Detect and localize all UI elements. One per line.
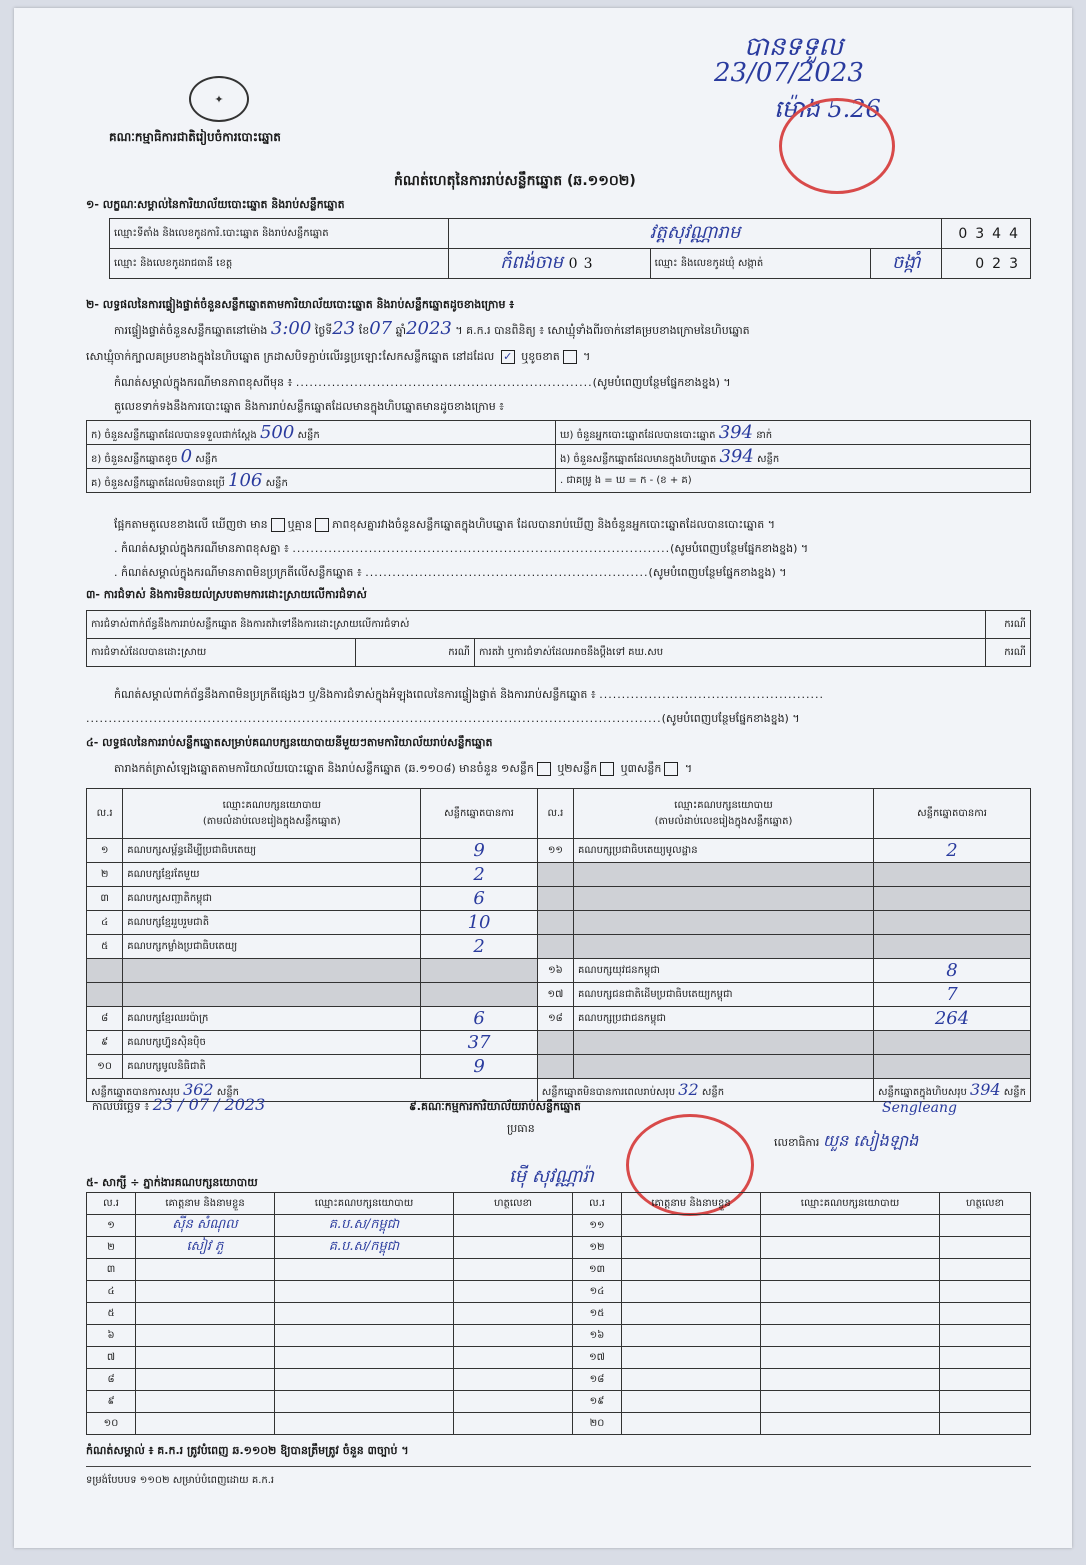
- witness-row: ៣ ១៣: [87, 1259, 1031, 1281]
- org-name: គណៈកម្មាធិការជាតិរៀបចំការបោះឆ្នោត: [109, 130, 281, 144]
- s2-numbers-table: ក) ចំនួនសន្លឹកឆ្នោតដែលបានទទួលជាក់ស្តែង 500 សន្លឹក ឃ) ចំនួនអ្នកបោះឆ្នោតដែលបានបោះឆ្នោត 394 នាក់ ខ) ចំនួនសន្លឹកឆ្នោតខូច 0 សន្លឹក ង) ចំនួនសន្លឹកឆ្នោតដែលមានក្នុងហិបឆ្នោត 394 សន្លឹក គ) ចំនួនសន្លឹកឆ្នោតដែលមិនបានប្រើ 106 សន្លឹក . ជាគម្រូ ង = ឃ = ក - (ខ + គ): [86, 420, 1031, 493]
- secretary-sig: Sengleang: [882, 1100, 957, 1116]
- s2-numbers-intro: តួលេខទាក់ទងនឹងការបោះឆ្នោត និងការរាប់សន្លឹកឆ្នោតដែលមានក្នុងហិបឆ្នោតមានដូចខាងក្រោម ៖: [114, 400, 505, 413]
- footer-divider: [86, 1466, 1031, 1467]
- s3-note: កំណត់សម្គាល់ពាក់ព័ន្ធនឹងភាពមិនប្រក្រតីផ្សេងៗ ឬ/និងការជំទាស់ក្នុងអំឡុងពេលនៃការផ្ទៀងផ្ទាត់ និងការរាប់សន្លឹកឆ្នោត ៖ ..................................................: [114, 688, 825, 701]
- chair-label: ប្រធាន: [507, 1122, 535, 1135]
- received-time: ម៉ោង 5.26: [774, 95, 881, 123]
- result-row: ៩ គណបក្សហ្វ៊ុនស៊ិនប៉ិច 37: [87, 1031, 1031, 1055]
- result-row: ១ គណបក្សសម្ព័ន្ធដើម្បីប្រជាធិបតេយ្យ 9 ១១ គណបក្សប្រជាធិបតេយ្យមូលដ្ឋាន 2: [87, 839, 1031, 863]
- s2-title: ២- លទ្ធផលនៃការផ្ទៀងផ្ទាត់ចំនួនសន្លឹកឆ្នោតតាមការិយាល័យបោះឆ្នោត និងរាប់សន្លឹកឆ្នោតដូចខាងក្រោម ៖: [86, 298, 515, 311]
- s3-title: ៣- ការជំទាស់ និងការមិនយល់ស្របតាមការដោះស្រាយលើការជំទាស់: [86, 588, 367, 601]
- s2-diff-note: . កំណត់សម្គាល់ក្នុងករណីមានភាពខុសគ្នា ៖ ....................................................................................(សូមបំពេញបន្ថែមផ្នែកខាងខ្នង) ។: [114, 542, 809, 555]
- result-row: ២ គណបក្សខ្មែរតែមួយ 2: [87, 863, 1031, 887]
- station-label: ឈ្មោះទីតាំង និងលេខកូដការិ.បោះឆ្នោត និងរាប់សន្លឹកឆ្នោត: [110, 219, 449, 249]
- province-name: កំពង់ចាម 03: [449, 249, 651, 279]
- emblem-logo: ✦: [189, 76, 249, 122]
- s5-witness-table: ល.រ គោត្តនាម និងនាមខ្លួន ឈ្មោះគណបក្សនយោបាយ ហត្ថលេខា ល.រ គោត្តនាម និងនាមខ្លួន ឈ្មោះគណបក្សនយោបាយ ហត្ថលេខា ១ ស៊ីន សំណុល គ.ប.ស/កម្ពុជា ១១ ២ សៀវ ភួ គ.ប.ស/កម្ពុជា ១២ ៣ ១៣ ៤ ១៤ ៥ ១៥ ៦ ១៦ ៧ ១៧ ៨ ១៨ ៩ ១៩ ១០ ២០: [86, 1192, 1031, 1435]
- result-row: ១៦ គណបក្សយុវជនកម្ពុជា 8: [87, 959, 1031, 983]
- commune-name: ចង្កាំ: [871, 249, 942, 279]
- witness-row: ៦ ១៦: [87, 1325, 1031, 1347]
- s3-note-line2: ................................................................................................................................(សូមបំពេញបន្ថែមផ្នែកខាងខ្នង) ។: [86, 712, 800, 725]
- form-title: កំណត់ហេតុនៃការរាប់សន្លឹកឆ្នោត (ឆ.១១០២): [394, 173, 636, 189]
- station-name: វត្តសុវណ្ណារាម: [449, 219, 942, 249]
- s4-date: កាលបរិច្ឆេទ ៖ 23 / 07 / 2023: [92, 1095, 266, 1114]
- result-row: ៤ គណបក្សខ្មែររួបរួមជាតិ 10: [87, 911, 1031, 935]
- s4-title: ៤- លទ្ធផលនៃការរាប់សន្លឹកឆ្នោតសម្រាប់គណបក្សនយោបាយនីមួយៗតាមការិយាល័យរាប់សន្លឹកឆ្នោត: [86, 736, 493, 749]
- s2-mark-note: . កំណត់សម្គាល់ក្នុងករណីមានភាពមិនប្រក្រតីលើសន្លឹកឆ្នោត ៖ ...............................................................(សូមបំពេញបន្ថែមផ្នែកខាងខ្នង) ។: [114, 566, 787, 579]
- s2-verify-line: ការផ្ទៀងផ្ទាត់ចំនួនសន្លឹកឆ្នោតនៅម៉ោង 3:00 ថ្ងៃទី23 ខែ07 ឆ្នាំ2023 ។ គ.ក.រ បានពិនិត្យ ៖ សោឃ្មុំទាំងពីរចាក់នៅគម្របខាងក្រោមនៃហិបឆ្នោត: [114, 318, 750, 339]
- witness-row: ៧ ១៧: [87, 1347, 1031, 1369]
- witness-row: ៥ ១៥: [87, 1303, 1031, 1325]
- s1-table: [109, 218, 1031, 279]
- s4-results-table: ល.រ ឈ្មោះគណបក្សនយោបាយ (តាមលំដាប់លេខរៀងក្នុងសន្លឹកឆ្នោត) សន្លឹកឆ្នោតបានការ ល.រ ឈ្មោះគណបក្សនយោបាយ (តាមលំដាប់លេខរៀងក្នុងសន្លឹកឆ្នោត) សន្លឹកឆ្នោតបានការ ១ គណបក្សសម្ព័ន្ធដើម្បីប្រជាធិបតេយ្យ 9 ១១ គណបក្សប្រជាធិបតេយ្យមូលដ្ឋាន 2 ២ គណបក្សខ្មែរតែមួយ 2 ៣ គណបក្សសញ្ជាតិកម្ពុជា 6 ៤ គណបក្សខ្មែររួបរួមជាតិ 10 ៥ គណបក្សកម្លាំងប្រជាធិបតេយ្យ 2 ១៦ គណបក្សយុវជនកម្ពុជា 8 ១៧ គណបក្សជនជាតិដើមប្រជាធិបតេយ្យកម្ពុជា 7 ៨ គណបក្សខ្មែរឈរប៉ាក្រ 6 ១៨ គណបក្សប្រជាជនកម្ពុជា 264 ៩ គណបក្សហ្វ៊ុនស៊ិនប៉ិច 37 ១០ គណបក្សមូលនិធិជាតិ 9 សន្លឹកឆ្នោតបានការសរុប 362 សន្លឹក សន្លឹកឆ្នោតមិនបានការពេលរាប់សរុប 32 សន្លឹក សន្លឹកឆ្នោតក្នុងហិបសរុប 394 សន្លឹក: [86, 788, 1031, 1102]
- damaged-checkbox: [563, 350, 577, 364]
- s2-diff-line: ផ្អែកតាមតួលេខខាងលើ ឃើញថា មាន ឬគ្មាន ភាពខុសគ្នារវាងចំនួនសន្លឹកឆ្នោតក្នុងហិបឆ្នោត ដែលបានរាប់ឃើញ និងចំនួនអ្នកបោះឆ្នោតដែលបានបោះឆ្នោត ។: [114, 518, 775, 531]
- footer-form-ref: ទម្រង់បែបបទ ១១០២ សម្រាប់បំពេញដោយ គ.ក.រ: [86, 1475, 275, 1486]
- witness-row: ៤ ១៤: [87, 1281, 1031, 1303]
- result-row: ៨ គណបក្សខ្មែរឈរប៉ាក្រ 6 ១៨ គណបក្សប្រជាជនកម្ពុជា 264: [87, 1007, 1031, 1031]
- official-stamp-top: [779, 98, 895, 194]
- secretary-line: លេខាធិការ យួន សៀងឡាង: [774, 1131, 919, 1150]
- chair-signature-name: ម៉ើ សុវណ្ណារ៉ា: [509, 1166, 594, 1187]
- s4-tally-line: តារាងកត់ត្រាសំឡេងឆ្នោតតាមការិយាល័យបោះឆ្នោត និងរាប់សន្លឹកឆ្នោត (ឆ.១១០៨) មានចំនួន ១សន្លឹក ឬ២សន្លឹក ឬ៣សន្លឹក ។: [114, 762, 693, 775]
- s4-committee: ៩.គណៈកម្មការការិយាល័យរាប់សន្លឹកឆ្នោត: [409, 1100, 581, 1113]
- s1-title: ១- លក្ខណៈសម្គាល់នៃការិយាល័យបោះឆ្នោត និងរាប់សន្លឹកឆ្នោត: [86, 198, 345, 211]
- s3-table: ការជំទាស់ពាក់ព័ន្ធនឹងការរាប់សន្លឹកឆ្នោត និងការតវ៉ាទៅនឹងការដោះស្រាយលើការជំទាស់ ករណី ការជំទាស់ដែលបានដោះស្រាយ ករណី ការតវ៉ា ឬការជំទាស់ដែលអាចនឹងប្តឹងទៅ គឃ.សប ករណី: [86, 610, 1031, 667]
- result-row: ៥ គណបក្សកម្លាំងប្រជាធិបតេយ្យ 2: [87, 935, 1031, 959]
- footer-note: កំណត់សម្គាល់ ៖ គ.ក.រ ត្រូវបំពេញ ឆ.១១០២ ឱ្យបានត្រឹមត្រូវ ចំនួន ៣ច្បាប់ ។: [86, 1444, 409, 1457]
- s2-seal-line: សោឃ្មុំចាក់ក្បាលគម្របខាងក្នុងនៃហិបឆ្នោត ក្រដាសបិទភ្ជាប់លើរន្ធប្រឡោះសែកសន្លឹកឆ្នោត នៅដដែល ✓ ឬខូចខាត ។: [86, 350, 591, 363]
- result-row: ១៧ គណបក្សជនជាតិដើមប្រជាធិបតេយ្យកម្ពុជា 7: [87, 983, 1031, 1007]
- witness-row: ១០ ២០: [87, 1413, 1031, 1435]
- s2-note-line: កំណត់សម្គាល់ក្នុងករណីមានភាពខុសពីមុន ៖ ..................................................................(សូមបំពេញបន្ថែមផ្នែកខាងខ្នង) ។: [114, 376, 731, 389]
- witness-row: ៩ ១៩: [87, 1391, 1031, 1413]
- commune-label: ឈ្មោះ និងលេខកូដឃុំ សង្កាត់: [650, 249, 871, 279]
- station-code: 0344: [942, 219, 1031, 249]
- document-page: [14, 8, 1072, 1548]
- received-date: 23/07/2023: [714, 58, 864, 88]
- s5-title: ៥- សាក្សី ÷ ភ្នាក់ងារគណបក្សនយោបាយ: [86, 1176, 258, 1189]
- received-note: បានទទួល: [744, 32, 844, 62]
- witness-row: ២ សៀវ ភួ គ.ប.ស/កម្ពុជា ១២: [87, 1237, 1031, 1259]
- result-row: ១០ គណបក្សមូលនិធិជាតិ 9: [87, 1055, 1031, 1079]
- province-label: ឈ្មោះ និងលេខកូដរាជធានី ខេត្ត: [110, 249, 449, 279]
- witness-row: ៨ ១៨: [87, 1369, 1031, 1391]
- result-row: ៣ គណបក្សសញ្ជាតិកម្ពុជា 6: [87, 887, 1031, 911]
- witness-row: ១ ស៊ីន សំណុល គ.ប.ស/កម្ពុជា ១១: [87, 1215, 1031, 1237]
- unchanged-checkbox: ✓: [501, 350, 515, 364]
- commune-code: 023: [942, 249, 1031, 279]
